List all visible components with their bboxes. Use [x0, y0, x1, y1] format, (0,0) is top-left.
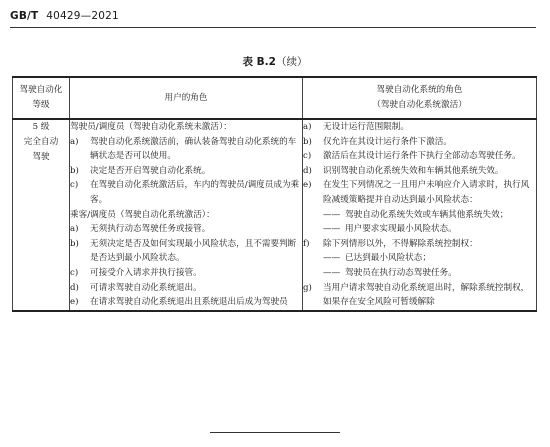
- dash-item: —— 已达到最小风险状态；: [323, 253, 431, 264]
- list-item: c) 在驾驶自动化系统激活后，车内的驾驶员/调度员成为乘客。: [70, 180, 300, 205]
- level-cell: 5 级 完全自动 驾驶: [13, 119, 70, 311]
- list-item: g) 当用户请求驾驶自动化系统退出时，解除系统控制权，如果存在安全风险可暂缓解除: [303, 282, 530, 308]
- header-system-role: 驾驶自动化系统的角色 （驾驶自动化系统激活）: [303, 77, 537, 119]
- header-level: 驾驶自动化 等级: [13, 77, 70, 119]
- list-item: e) 在请求驾驶自动化系统退出且系统退出后成为驾驶员: [70, 297, 288, 308]
- dash-item: —— 驾驶自动化系统失效或车辆其他系统失效；: [323, 209, 509, 220]
- header-user-role: 用户的角色: [70, 77, 303, 119]
- dash-item: —— 用户要求实现最小风险状态。: [323, 224, 457, 235]
- standard-code: GB/T: [10, 10, 39, 22]
- list-item: d) 识别驾驶自动化系统失效和车辆其他系统失效。: [303, 165, 504, 176]
- list-item: c) 可接受介入请求并执行接管。: [70, 267, 202, 278]
- footer-rule: [210, 432, 340, 433]
- caption-suffix: （续）: [275, 56, 308, 68]
- automation-role-table: [12, 76, 537, 312]
- standard-number: 40429—2021: [46, 10, 119, 22]
- list-item: b) 无须决定是否及如何实现最小风险状态，且不需要判断是否达到最小风险状态。: [70, 238, 297, 264]
- user-title-inactive: 驾驶员/调度员（驾驶自动化系统未激活）：: [70, 122, 232, 132]
- system-role-cell: [303, 119, 537, 311]
- table-row: [13, 119, 537, 311]
- list-item: d) 可请求驾驶自动化系统退出。: [70, 282, 202, 293]
- header-rule: [10, 27, 536, 28]
- user-role-cell: [70, 119, 303, 311]
- list-item: e) 在发生下列情况之一且用户未响应介入请求时，执行风险减缓策略提并自动达到最小风险状态：: [303, 180, 530, 205]
- list-item: a) 无须执行动态驾驶任务或接管。: [70, 224, 211, 235]
- list-item: c) 激活后在其设计运行条件下执行全部动态驾驶任务。: [303, 151, 521, 162]
- list-item: f) 除下列情形以外，不得解除系统控制权：: [303, 238, 478, 249]
- list-item: b) 决定是否开启驾驶自动化系统。: [70, 165, 211, 176]
- user-title-active: 乘客/调度员（驾驶自动化系统激活）：: [70, 209, 215, 220]
- caption-label: 表 B.2: [242, 56, 276, 68]
- standard-header: [10, 10, 119, 22]
- dash-item: —— 驾驶员在执行动态驾驶任务。: [323, 267, 457, 278]
- list-item: a) 无设计运行范围限制。: [303, 122, 409, 132]
- list-item: a) 驾驶自动化系统激活前，确认装备驾驶自动化系统的车辆状态是否可以使用。: [70, 136, 297, 162]
- table-header-row: [13, 77, 537, 119]
- table-caption: [0, 54, 550, 69]
- list-item: b) 仅允许在其设计运行条件下激活。: [303, 136, 452, 147]
